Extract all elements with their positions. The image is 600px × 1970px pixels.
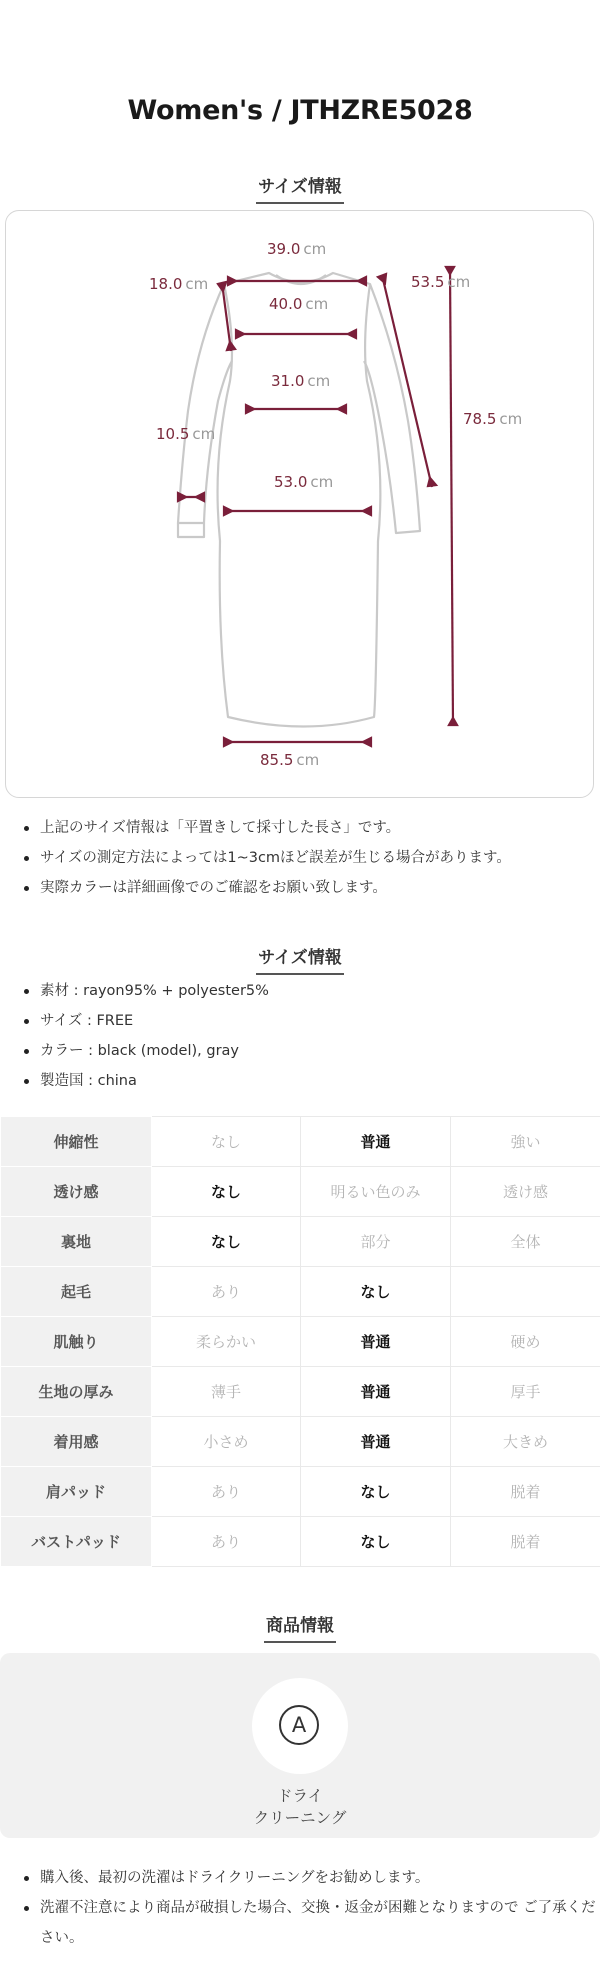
armhole-measure-label: 18.0 cm (149, 275, 209, 293)
size-diagram (5, 210, 594, 798)
size-info-heading (0, 172, 600, 204)
spec-list (22, 976, 269, 1096)
attribute-option: あり (152, 1267, 301, 1317)
attribute-option: 脱着 (451, 1467, 600, 1517)
table-row (1, 1417, 600, 1467)
attribute-option: あり (152, 1467, 301, 1517)
length-measure-line (450, 267, 453, 725)
attribute-label: 着用感 (1, 1417, 152, 1467)
fabric-attributes-table (0, 1116, 600, 1567)
list-item: 洗濯不注意により商品が破損した場合、交換・返金が困難となりますので ご了承ください。 (22, 1893, 600, 1953)
list-item: 製造国 : china (22, 1066, 269, 1096)
left-sleeve-outline (178, 284, 232, 523)
attribute-option: なし (301, 1517, 451, 1567)
table-row (1, 1517, 600, 1567)
attribute-option: あり (152, 1517, 301, 1567)
attribute-option: 普通 (301, 1417, 451, 1467)
table-row (1, 1367, 600, 1417)
product-info-heading-text: 商品情報 (264, 1611, 336, 1643)
dress-outline (178, 273, 420, 727)
bottom-measure-label: 85.5 cm (260, 751, 320, 769)
sleeve-measure-label: 53.5 cm (411, 273, 471, 291)
attribute-option: なし (152, 1167, 301, 1217)
spec-heading (0, 943, 600, 975)
attribute-option: 強い (451, 1117, 600, 1167)
dress-body-outline (218, 273, 381, 727)
product-info-heading (0, 1611, 600, 1643)
attribute-option: なし (301, 1267, 451, 1317)
attribute-label: 肩パッド (1, 1467, 152, 1517)
attribute-option: 硬め (451, 1317, 600, 1367)
attribute-option: 明るい色のみ (301, 1167, 451, 1217)
table-row (1, 1467, 600, 1517)
spec-heading-text: サイズ情報 (256, 943, 344, 975)
attribute-option: 部分 (301, 1217, 451, 1267)
attribute-option: 柔らかい (152, 1317, 301, 1367)
attribute-label: 伸縮性 (1, 1117, 152, 1167)
attribute-option: なし (301, 1467, 451, 1517)
attribute-label: バストパッド (1, 1517, 152, 1567)
waist-measure-label: 31.0 cm (271, 372, 331, 390)
care-label-line1: ドライ (276, 1787, 324, 1805)
attribute-option: なし (152, 1217, 301, 1267)
attribute-option: 全体 (451, 1217, 600, 1267)
fabric-attributes-body (1, 1117, 600, 1567)
sleeve-measure-line (382, 275, 432, 487)
attribute-option: なし (152, 1117, 301, 1167)
attribute-option: 透け感 (451, 1167, 600, 1217)
attribute-option: 普通 (301, 1367, 451, 1417)
attribute-label: 起毛 (1, 1267, 152, 1317)
chest-measure-label: 40.0 cm (269, 295, 329, 313)
attribute-label: 肌触り (1, 1317, 152, 1367)
attribute-option: 普通 (301, 1117, 451, 1167)
attribute-option: 普通 (301, 1317, 451, 1367)
size-notes-list (22, 813, 511, 903)
list-item: 購入後、最初の洗濯はドライクリーニングをお勧めします。 (22, 1863, 600, 1893)
attribute-option: 薄手 (152, 1367, 301, 1417)
page-title: Women's / JTHZRE5028 (127, 95, 473, 126)
attribute-label: 生地の厚み (1, 1367, 152, 1417)
table-row (1, 1317, 600, 1367)
attribute-option: 小さめ (152, 1417, 301, 1467)
list-item: サイズ : FREE (22, 1006, 269, 1036)
attribute-label: 透け感 (1, 1167, 152, 1217)
list-item: 上記のサイズ情報は「平置きして採寸した長さ」です。 (22, 813, 511, 843)
list-item: 実際カラーは詳細画像でのご確認をお願い致します。 (22, 873, 511, 903)
measure-lines (178, 267, 457, 746)
list-item: サイズの測定方法によっては1~3cmほど誤差が生じる場合があります。 (22, 843, 511, 873)
care-notes-list (22, 1863, 600, 1953)
list-item: カラー : black (model), gray (22, 1036, 269, 1066)
cuff-measure-label: 10.5 cm (156, 425, 216, 443)
left-cuff-outline (178, 523, 204, 537)
table-row (1, 1267, 600, 1317)
attribute-option (451, 1267, 600, 1317)
dry-clean-icon: A (279, 1705, 319, 1745)
hem-measure-label: 53.0 cm (274, 473, 334, 491)
care-box (0, 1653, 600, 1838)
care-label-line2: クリーニング (253, 1809, 347, 1827)
attribute-option: 脱着 (451, 1517, 600, 1567)
attribute-option: 厚手 (451, 1367, 600, 1417)
neck-measure-label: 39.0 cm (267, 240, 327, 258)
length-measure-label: 78.5 cm (463, 410, 523, 428)
attribute-label: 裏地 (1, 1217, 152, 1267)
attribute-option: 大きめ (451, 1417, 600, 1467)
size-info-heading-text: サイズ情報 (256, 172, 344, 204)
table-row (1, 1167, 600, 1217)
table-row (1, 1117, 600, 1167)
list-item: 素材 : rayon95% + polyester5% (22, 976, 269, 1006)
table-row (1, 1217, 600, 1267)
